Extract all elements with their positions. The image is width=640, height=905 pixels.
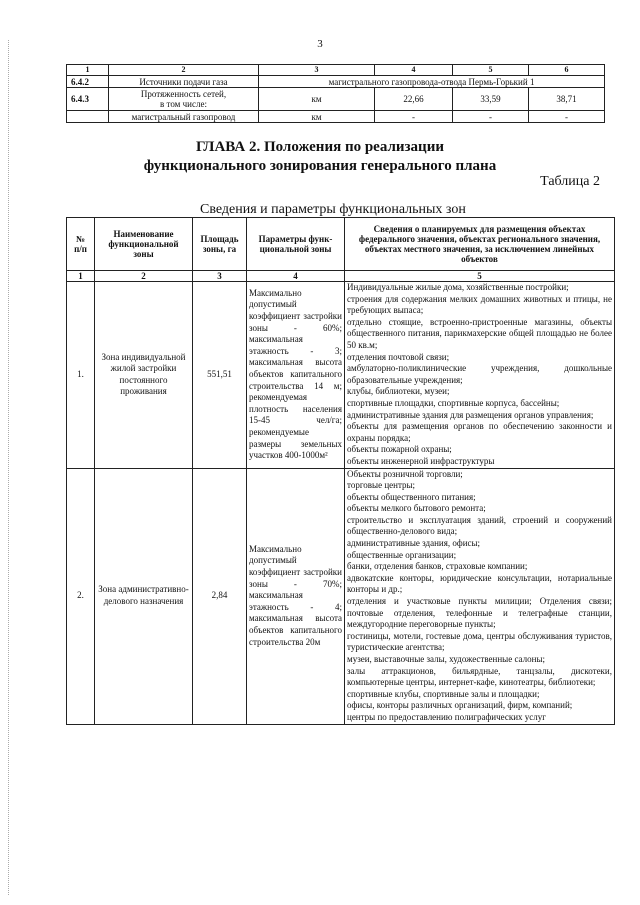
zone-area: 2,84 xyxy=(193,468,247,724)
table-title: Сведения и параметры функциональных зон xyxy=(200,202,466,217)
gas-supply-table xyxy=(66,64,605,123)
column-number-row: 1 2 3 4 5 xyxy=(67,271,615,282)
header-num: № п/п xyxy=(67,218,95,271)
list-item: объекты для размещения органов по обеспечению законности и охраны порядка; xyxy=(347,421,612,443)
list-item: объекты инженерной инфраструктуры xyxy=(347,455,495,466)
table-row xyxy=(67,282,615,469)
zone-area: 551,51 xyxy=(193,282,247,469)
zone-params: Максимально допустимый коэффициент застройки зоны - 70%; максимальная этажность - 4; максимальная высота объектов капитального строительства 20м xyxy=(247,468,345,724)
zone-params: Максимально допустимый коэффициент застройки зоны - 60%; максимальная этажность - 3; максимальная высота объектов капитального строительства 14 м; рекомендуемая плотность населения 15-45 чел/га; рекомендуемые размеры земельных участков 400-1000м² xyxy=(247,282,345,469)
list-item: строительство и эксплуатация зданий, строений и сооружений общественно-делового вида; xyxy=(347,514,612,537)
zone-objects xyxy=(345,282,615,469)
list-item: адвокатские конторы, юридические консультации, нотариальные конторы и др.; xyxy=(347,572,612,595)
list-item: залы аттракционов, бильярдные, танцзалы, дискотеки, компьютерные центры, интернет-кафе, кинотеатры, библиотеки; xyxy=(347,665,612,688)
header-zone-name: Наименование функциональной зоны xyxy=(95,218,193,271)
zone-name: Зона индивидуальной жилой застройки постоянного проживания xyxy=(95,282,193,469)
functional-zones-table xyxy=(66,217,615,725)
header-area: Площадь зоны, га xyxy=(193,218,247,271)
zone-name: Зона административно-делового назначения xyxy=(95,468,193,724)
list-item: офисы, конторы различных организаций, фирм, компаний; xyxy=(347,700,573,711)
table-label: Таблица 2 xyxy=(540,174,600,189)
table-header-row xyxy=(67,218,615,271)
list-item: клубы, библиотеки, музеи; xyxy=(347,386,450,397)
list-item: общественные организации; xyxy=(347,549,457,560)
list-item: амбулаторно-поликлинические учреждения, дошкольные образовательные учреждения; xyxy=(347,363,612,385)
list-item: административные здания, офисы; xyxy=(347,538,481,549)
table-row: 6.4.2 Источники подачи газа магистрального газопровода-отвода Пермь-Горький 1 xyxy=(67,76,605,88)
zone-objects xyxy=(345,468,615,724)
list-item: объекты мелкого бытового ремонта; xyxy=(347,503,486,514)
list-item: объекты общественного питания; xyxy=(347,491,476,502)
zone-num: 2. xyxy=(67,468,95,724)
zone-num: 1. xyxy=(67,282,95,469)
table-row: 6.4.3 Протяженность сетей, в том числе: км 22,66 33,59 38,71 xyxy=(67,88,605,111)
chapter-title-line1: ГЛАВА 2. Положения по реализации xyxy=(196,139,444,155)
list-item: Индивидуальные жилые дома, хозяйственные постройки; xyxy=(347,282,569,292)
list-item: Объекты розничной торговли; xyxy=(347,468,463,479)
list-item: гостиницы, мотели, гостевые дома, центры обслуживания туристов, туристические агентства; xyxy=(347,630,612,653)
list-item: отделения и участковые пункты милиции; Отделения связи; почтовые отделения, телефонные и телеграфные станции, междугородние переговорные пункты; xyxy=(347,596,612,630)
list-item: отделения почтовой связи; xyxy=(347,351,450,362)
table-header-row: 1 2 3 4 5 6 xyxy=(67,65,605,76)
list-item: отдельно стоящие, встроенно-пристроенные магазины, объекты общественного питания, парикмахерские общей площадью не более 50 кв.м; xyxy=(347,316,612,350)
list-item: административные здания для размещения органов управления; xyxy=(347,409,594,420)
page-number: 3 xyxy=(317,38,323,50)
list-item: спортивные клубы, спортивные залы и площадки; xyxy=(347,688,540,699)
list-item: центры по предоставлению полиграфических услуг xyxy=(347,711,546,722)
table-row xyxy=(67,468,615,724)
header-objects: Сведения о планируемых для размещения объектах федерального значения, объектах регионального значения, объектах местного значения, за исключением линейных объектов xyxy=(345,218,615,271)
list-item: банки, отделения банков, страховые компании; xyxy=(347,561,528,572)
list-item: объекты пожарной охраны; xyxy=(347,444,452,455)
header-params: Параметры функ- циональной зоны xyxy=(247,218,345,271)
list-item: спортивные площадки, спортивные корпуса, бассейны; xyxy=(347,397,560,408)
list-item: строения для содержания мелких домашних животных и птицы, не требующих выпаса; xyxy=(347,293,612,316)
list-item: музеи, выставочные залы, художественные салоны; xyxy=(347,654,545,664)
table-row: магистральный газопровод км - - - xyxy=(67,111,605,123)
chapter-title-line2: функционального зонирования генерального плана xyxy=(143,158,497,174)
list-item: торговые центры; xyxy=(347,480,416,491)
